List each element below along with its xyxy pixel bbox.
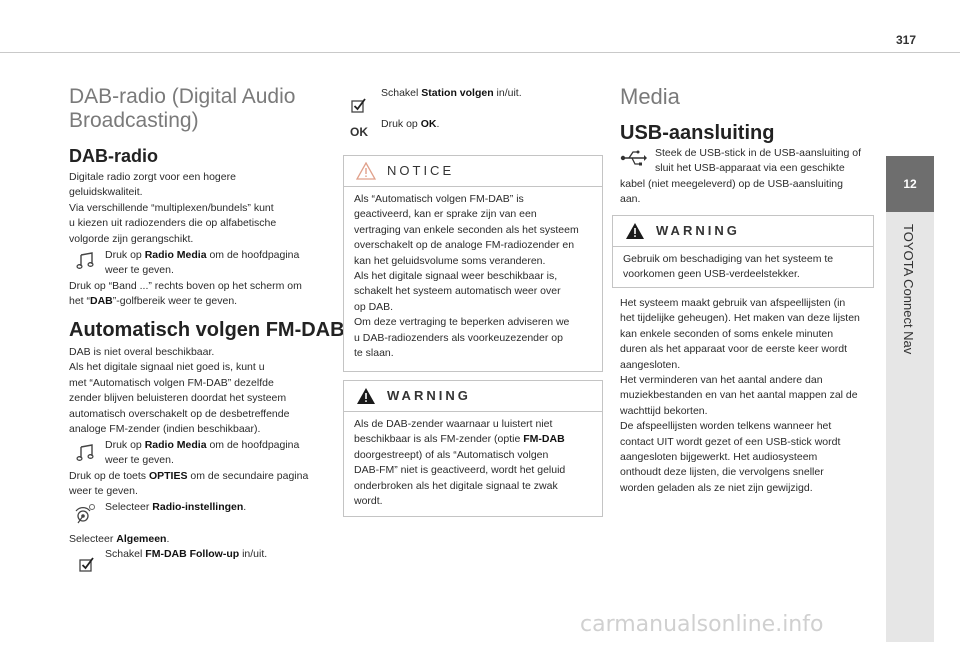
- text-line: met “Automatisch volgen FM-DAB” dezelfde: [69, 376, 274, 389]
- bold-run: FM-DAB: [523, 433, 565, 446]
- text-line: vertraging van enkele seconden als het systeem: [354, 223, 579, 236]
- usb-heading: USB-aansluiting: [620, 122, 775, 144]
- dab-heading: DAB-radio: [69, 146, 158, 166]
- text-line: wordt.: [354, 495, 383, 508]
- select-general: [69, 532, 169, 547]
- step-station-follow: [381, 86, 522, 101]
- text-line: volgorde zijn gerangschikt.: [69, 232, 194, 245]
- text-line: kan het geluidsvolume soms veranderen.: [354, 254, 546, 267]
- music-note-icon: [76, 444, 94, 462]
- notice-box: [343, 155, 603, 372]
- usb-line2: sluit het USB-apparaat via een geschikte: [655, 162, 845, 174]
- options-instruction: [69, 469, 308, 500]
- bold-run: DAB: [90, 295, 113, 308]
- text-run: .: [166, 533, 170, 545]
- usb-icon: [620, 149, 648, 167]
- text-run: beschikbaar is als FM-zender (optie: [354, 433, 524, 446]
- media-title: Media: [620, 84, 680, 109]
- text-line: Het verminderen van het aantal andere dan: [620, 374, 823, 387]
- usb-warning-title: WARNING: [656, 223, 740, 238]
- bold-run: Radio-instellingen: [152, 501, 244, 513]
- warning-title: WARNING: [387, 388, 471, 403]
- checkbox-icon: [79, 556, 95, 572]
- text-run: .: [436, 118, 440, 130]
- bold-run: OPTIES: [148, 470, 188, 482]
- warning-triangle-icon: [356, 387, 376, 405]
- text-line: geactiveerd, kan er sprake zijn van een: [354, 208, 537, 221]
- text-line: te slaan.: [354, 347, 394, 360]
- text-line: onderbroken als het digitale signaal te zwak: [354, 479, 558, 492]
- chapter-tab[interactable]: [886, 156, 934, 212]
- bold-run: Algemeen: [116, 533, 167, 545]
- text-line: automatisch overschakelt op de desbetreffende: [69, 407, 290, 420]
- text-run: om de hoofdpagina: [206, 439, 300, 451]
- text-line: muziekbestanden en van het aantal mappen zal de: [620, 389, 858, 402]
- step-radio-media-2: [105, 438, 299, 469]
- bold-run: FM-DAB Follow-up: [145, 548, 240, 560]
- usb-warning-box: [612, 215, 874, 288]
- usb-warning-body: [623, 252, 868, 283]
- text-line: DAB is niet overal beschikbaar.: [69, 346, 215, 358]
- auto-follow-heading: Automatisch volgen FM-DAB: [69, 319, 345, 341]
- warning-box: [343, 380, 603, 517]
- warning-triangle-icon: [356, 162, 376, 180]
- ok-icon: OK: [350, 125, 368, 139]
- text-line: Om deze vertraging te beperken adviseren we: [354, 316, 570, 329]
- text-line: schakelt het systeem automatisch weer over: [354, 285, 561, 298]
- text-line: contact UIT wordt gezet of een USB-stick wordt: [620, 435, 841, 448]
- chapter-label: [896, 224, 922, 404]
- warning-body: [354, 417, 599, 509]
- text-line: worden geladen als ze niet zijn gewijzigd.: [620, 481, 813, 494]
- text-line: op DAB.: [354, 300, 394, 313]
- text-run: Selecteer: [105, 501, 153, 513]
- text-line: weer te geven.: [105, 264, 174, 277]
- usb-rest: [620, 177, 890, 208]
- text-run: .: [243, 501, 247, 513]
- text-run: om de secundaire pagina: [187, 470, 309, 482]
- usb-line1: Steek de USB-stick in de USB-aansluiting of: [655, 147, 862, 159]
- text-line: kabel (niet meegeleverd) op de USB-aansluiting: [620, 178, 843, 190]
- text-line: Digitale radio zorgt voor een hogere: [69, 171, 236, 183]
- text-run: Druk op: [381, 118, 421, 130]
- text-line: Als het digitale signaal weer beschikbaar is,: [354, 270, 558, 283]
- text-run: Selecteer: [69, 533, 117, 545]
- checkbox-icon: [351, 97, 367, 113]
- step-radio-media-1: [105, 248, 299, 279]
- text-run: in/uit.: [239, 548, 268, 560]
- chapter-number: 12: [903, 177, 917, 191]
- text-line: Als “Automatisch volgen FM-DAB” is: [354, 193, 524, 205]
- text-line: u DAB-radiozenders als voorkeuzezender op: [354, 331, 563, 344]
- dab-intro: [69, 170, 339, 247]
- text-line: duren als het apparaat voor de eerste keer wordt: [620, 343, 848, 356]
- chapter-label-text: TOYOTA Connect Nav: [901, 224, 916, 355]
- bold-run: Radio Media: [144, 439, 207, 451]
- notice-header: [344, 156, 602, 187]
- text-line: weer te geven.: [105, 454, 174, 467]
- section-title-line2: Broadcasting): [69, 109, 199, 132]
- text-line: zender blijven beluisteren doordat het systeem: [69, 392, 287, 405]
- text-line: Druk op “Band ...” rechts boven op het scherm om: [69, 280, 302, 292]
- text-line: aangesloten bijgewerkt. Het audiosysteem: [620, 451, 818, 464]
- watermark: carmanualsonline.info: [580, 612, 824, 637]
- bold-run: Station volgen: [421, 87, 494, 99]
- text-line: DAB-FM” niet is geactiveerd, wordt het geluid: [354, 464, 566, 477]
- usb-warning-header: [613, 216, 873, 247]
- text-line: Via verschillende “multiplexen/bundels” kunt: [69, 201, 274, 214]
- settings-signal-icon: [72, 502, 98, 526]
- text-line: onthoudt deze lijsten, die vervolgens sneller: [620, 466, 824, 479]
- notice-title: NOTICE: [387, 163, 455, 178]
- text-run: om de hoofdpagina: [206, 249, 300, 261]
- text-run: ”-golfbereik weer te geven.: [112, 295, 238, 308]
- notice-body: [354, 192, 599, 361]
- text-run: in/uit.: [493, 87, 522, 99]
- text-run: Druk op: [105, 249, 145, 261]
- header-rule: [0, 52, 960, 53]
- text-line: voorkomen geen USB-verdeelstekker.: [623, 268, 800, 281]
- text-line: wachttijd bekorten.: [620, 404, 708, 417]
- text-line: u kiezen uit radiozenders die op alfabetische: [69, 217, 277, 230]
- text-line: Als de DAB-zender waarnaar u luistert niet: [354, 418, 553, 430]
- step-fm-dab-follow: [105, 547, 267, 562]
- text-line: analoge FM-zender (indien beschikbaar).: [69, 423, 261, 436]
- step-press-ok: [381, 117, 439, 132]
- text-line: geluidskwaliteit.: [69, 186, 143, 199]
- warning-header: [344, 381, 602, 412]
- text-line: De afspeellijsten worden telkens wanneer het: [620, 420, 832, 433]
- text-line: aan.: [620, 193, 641, 206]
- text-line: Het systeem maakt gebruik van afspeellijsten (in: [620, 297, 846, 309]
- text-line: overschakelt op de analoge FM-radiozender en: [354, 239, 575, 252]
- text-run: Druk op: [105, 439, 145, 451]
- warning-triangle-icon: [625, 222, 645, 240]
- auto-follow-intro: [69, 345, 339, 437]
- text-line: het tijdelijke geheugen). Het maken van deze lijsten: [620, 312, 860, 325]
- step-radio-settings: [105, 500, 246, 515]
- page-number: 317: [895, 33, 916, 47]
- text-line: Gebruik om beschadiging van het systeem te: [623, 253, 834, 265]
- text-run: het “: [69, 295, 91, 308]
- text-line: aangesloten.: [620, 358, 681, 371]
- text-run: Schakel: [105, 548, 146, 560]
- text-line: kan enkele seconden of soms enkele minuten: [620, 327, 834, 340]
- text-run: Druk op de toets: [69, 470, 149, 482]
- text-line: Als het digitale signaal niet goed is, kunt u: [69, 361, 265, 374]
- bold-run: Radio Media: [144, 249, 207, 261]
- text-line: doorgestreept) of als “Automatisch volgen: [354, 448, 549, 461]
- bold-run: OK: [420, 118, 437, 130]
- text-line: weer te geven.: [69, 485, 138, 498]
- text-run: Schakel: [381, 87, 422, 99]
- music-note-icon: [76, 252, 94, 270]
- playlist-info: [620, 296, 882, 496]
- section-title-line1: DAB-radio (Digital Audio: [69, 85, 296, 108]
- band-instruction: [69, 279, 302, 310]
